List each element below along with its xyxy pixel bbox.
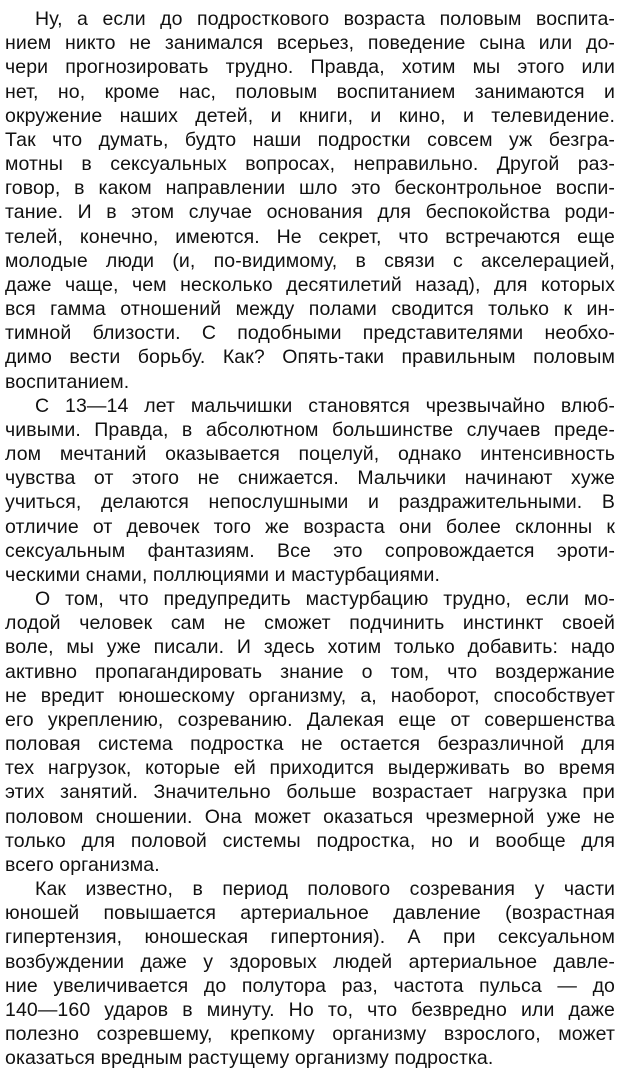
text-line: лом мечтаний оказывается поцелуй, однако интенсивность: [5, 443, 615, 465]
text-line: тех нагрузок, которые ей приходится выдерживать во время: [5, 757, 615, 779]
text-line: только для половой системы подростка, но и вообще для: [5, 830, 615, 852]
text-line: этих занятий. Значительно больше возрастает нагрузка при: [5, 781, 615, 803]
text-line: даже чаще, чем несколько десятилетий назад), для которых: [5, 274, 615, 296]
text-line: молодые люди (и, по-видимому, в связи с акселерацией,: [5, 250, 615, 272]
text-line: телей, конечно, имеются. Не секрет, что встречаются еще: [5, 226, 615, 248]
text-line: нием никто не занимался всерьез, поведение сына или до-: [5, 32, 615, 54]
text-line: его укреплению, созреванию. Далекая еще от совершенства: [5, 709, 615, 731]
text-line: Ну, а если до подросткового возраста половым воспита-: [35, 8, 615, 30]
text-line: вся гамма отношений между полами сводится только к ин-: [5, 298, 615, 320]
text-line: С 13—14 лет мальчишки становятся чрезвычайно влюб-: [35, 395, 615, 417]
text-line: мотны в сексуальных вопросах, неправильно. Другой раз-: [5, 153, 615, 175]
text-line: всего организма.: [5, 854, 160, 876]
text-line: Так что думать, будто наши подростки совсем уж безгра-: [5, 129, 615, 151]
text-line: отличие от девочек того же возраста они более склонны к: [5, 516, 615, 538]
text-line: О том, что предупредить мастурбацию трудно, если мо-: [35, 588, 615, 610]
text-line: димо вести борьбу. Как? Опять-таки правильным половым: [5, 346, 615, 368]
text-line: юношей повышается артериальное давление (возрастная: [5, 902, 615, 924]
text-line: половая система подростка не остается безразличной для: [5, 733, 615, 755]
text-line: возбуждении даже у здоровых людей артериальное давле-: [5, 951, 615, 973]
text-line: воспитанием.: [5, 371, 130, 393]
text-line: учиться, делаются непослушными и раздражительными. В: [5, 491, 615, 513]
text-line: чивыми. Правда, в абсолютном большинстве случаев преде-: [5, 419, 615, 441]
text-line: говор, в каком направлении шло это бесконтрольное воспи-: [5, 177, 615, 199]
text-line: Как известно, в период полового созревания у части: [35, 878, 615, 900]
text-line: половом сношении. Она может оказаться чрезмерной уже не: [5, 806, 615, 828]
text-line: окружение наших детей, и книги, и кино, и телевидение.: [5, 105, 615, 127]
text-line: гипертензия, юношеская гипертония). А при сексуальном: [5, 926, 615, 948]
text-line: ние увеличивается до полутора раз, частота пульса — до: [5, 975, 615, 997]
text-line: не вредит юношескому организму, а, наоборот, способствует: [5, 685, 615, 707]
text-line: ческими снами, поллюциями и мастурбациями.: [5, 564, 441, 586]
text-line: тимной близости. С подобными представителями необхо-: [5, 322, 615, 344]
text-line: тание. И в этом случае основания для беспокойства роди-: [5, 201, 615, 223]
text-line: сексуальным фантазиям. Все это сопровождается эроти-: [5, 540, 615, 562]
text-line: полезно созревшему, крепкому организму взрослого, может: [5, 1023, 615, 1045]
text-line: нет, но, кроме нас, половым воспитанием занимаются и: [5, 81, 615, 103]
text-line: 140—160 ударов в минуту. Но то, что безвредно или даже: [5, 999, 615, 1021]
text-line: чери прогнозировать трудно. Правда, хотим мы этого или: [5, 56, 615, 78]
text-line: воле, мы уже писали. И здесь хотим только добавить: надо: [5, 636, 615, 658]
text-line: оказаться вредным растущему организму подростка.: [5, 1047, 494, 1069]
text-line: лодой человек сам не сможет подчинить инстинкт своей: [5, 612, 615, 634]
text-line: активно пропагандировать знание о том, что воздержание: [5, 661, 615, 683]
text-line: чувства от этого не снижается. Мальчики начинают хуже: [5, 467, 615, 489]
